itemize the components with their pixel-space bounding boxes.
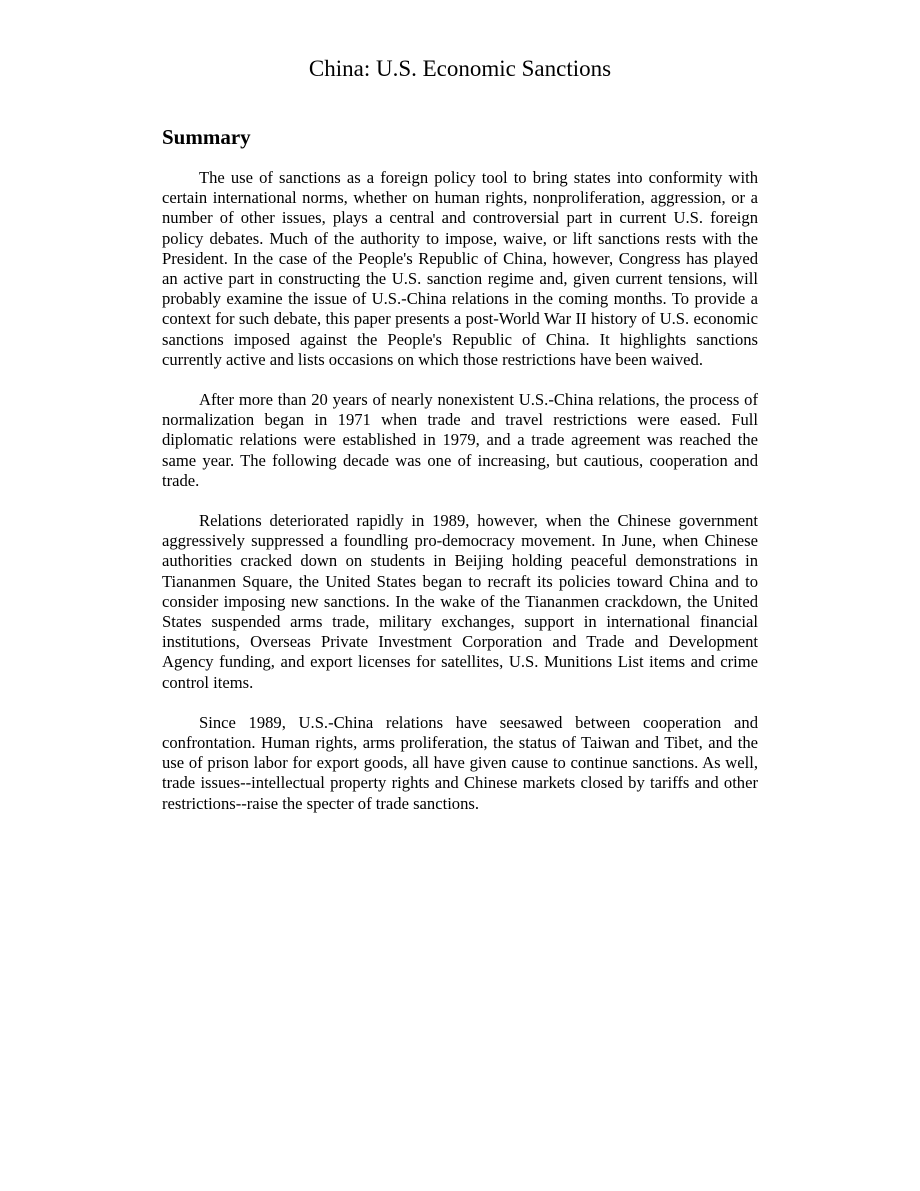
paragraph: Since 1989, U.S.-China relations have seesawed between cooperation and confrontation. Human rights, arms proliferation, the status of Taiwan and Tibet, and the use of prison labor for export goods, all have given cause to continue sanctions. As well, trade issues--intellectual property rights and Chinese markets closed by tariffs and other restrictions--raise the specter of trade sanctions.: [162, 712, 758, 813]
document-title: China: U.S. Economic Sanctions: [308, 56, 612, 81]
paragraph: The use of sanctions as a foreign policy tool to bring states into conformity with certain international norms, whether on human rights, nonproliferation, aggression, or a number of other issues, plays a central and controversial part in current U.S. foreign policy debates. Much of the authority to impose, waive, or lift sanctions rests with the President. In the case of the People's Republic of China, however, Congress has played an active part in constructing the U.S. sanction regime and, given current tensions, will probably examine the issue of U.S.-China relations in the coming months. To provide a context for such debate, this paper presents a post-World War II history of U.S. economic sanctions imposed against the People's Republic of China. It highlights sanctions currently active and lists occasions on which those restrictions have been waived.: [162, 168, 758, 369]
paragraph: After more than 20 years of nearly nonexistent U.S.-China relations, the process of normalization began in 1971 when trade and travel restrictions were eased. Full diplomatic relations were established in 1979, and a trade agreement was reached the same year. The following decade was one of increasing, but cautious, cooperation and trade.: [162, 390, 758, 490]
summary-body: [162, 168, 758, 834]
paragraph: Relations deteriorated rapidly in 1989, however, when the Chinese government aggressively suppressed a foundling pro-democracy movement. In June, when Chinese authorities cracked down on students in Beijing holding peaceful demonstrations in Tiananmen Square, the United States began to recraft its policies toward China and to consider imposing new sanctions. In the wake of the Tiananmen crackdown, the United States suspended arms trade, military exchanges, support in international financial institutions, Overseas Private Investment Corporation and Trade and Development Agency funding, and export licenses for satellites, U.S. Munitions List items and crime control items.: [162, 511, 758, 692]
section-heading-summary: Summary: [162, 125, 251, 149]
